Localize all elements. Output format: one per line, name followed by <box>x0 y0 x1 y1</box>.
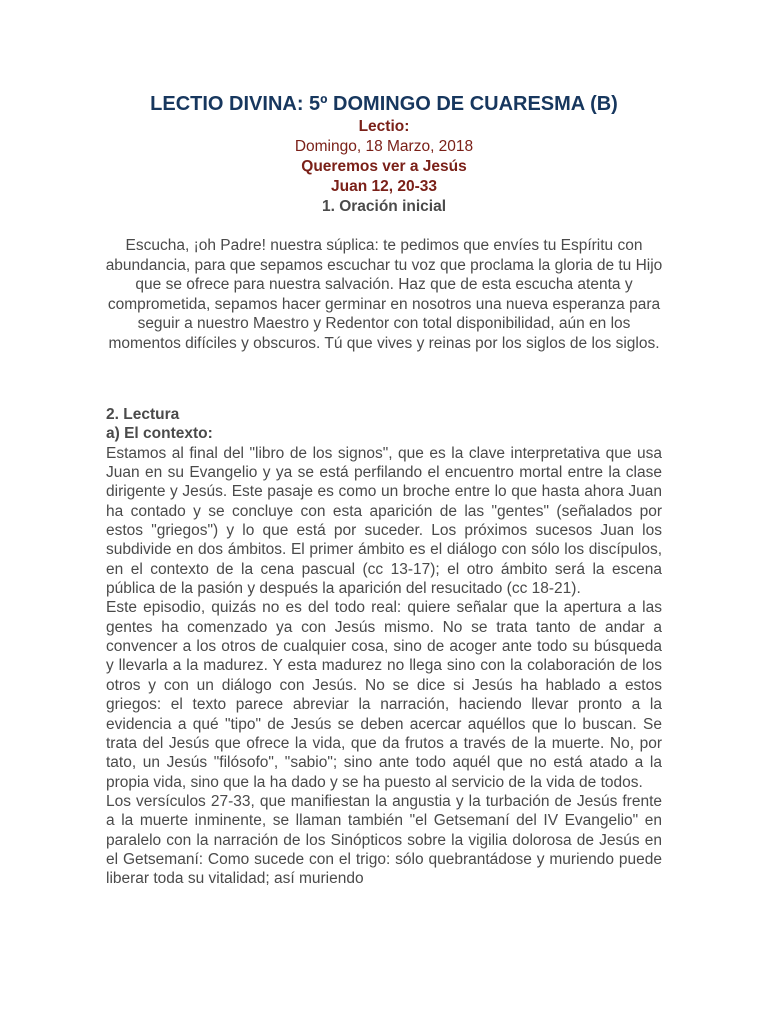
date-line: Domingo, 18 Marzo, 2018 <box>294 138 474 155</box>
document-header <box>0 92 768 217</box>
subsection-heading-contexto: a) El contexto: <box>106 425 213 443</box>
opening-prayer: Escucha, ¡oh Padre! nuestra súplica: te pedimos que envíes tu Espíritu con abundancia, para que sepamos escuchar tu voz que proclama la gloria de tu Hijo que se ofrece para nuestra salvación. Haz que de esta escucha atenta y comprometida, sepamos hacer germinar en nosotros una nueva esperanza para seguir a nuestro Maestro y Redentor con total disponibilidad, aún en los momentos difíciles y obscuros. Tú que vives y reinas por los siglos de los siglos. <box>105 237 663 352</box>
context-paragraph-2: Este episodio, quizás no es del todo real: quiere señalar que la apertura a las gentes ha comenzado ya con Jesús mismo. No se trata tanto de andar a convencer a los otros de cualquier cosa, sino de acoger ante todo su búsqueda y llevarla a la madurez. Y esta madurez no llega sino con la colaboración de los otros y con un diálogo con Jesús. No se dice si Jesús ha hablado a estos griegos: el texto parece abreviar la narración, haciendo llevar pronto a la evidencia a qué "tipo" de Jesús se deben acercar aquéllos que lo buscan. Se trata del Jesús que ofrece la vida, que da frutos a través de la muerte. No, por tato, un Jesús "filósofo", "sabio"; sino ante todo aquél que no está atado a la propia vida, sino que la ha dado y se ha puesto al servicio de la vida de todos. <box>106 599 662 791</box>
page-title: LECTIO DIVINA: 5º DOMINGO DE CUARESMA (B) <box>150 93 618 115</box>
section-heading-oracion: 1. Oración inicial <box>321 198 447 215</box>
lectio-label: Lectio: <box>358 118 410 135</box>
reading-section <box>106 405 662 889</box>
subtitle: Queremos ver a Jesús <box>301 158 467 175</box>
context-paragraph-1: Estamos al final del "libro de los signos", que es la clave interpretativa que usa Juan en su Evangelio y ya se está perfilando el encuentro mortal entre la clase dirigente y Jesús. Este pasaje es como un broche entre lo que hasta ahora Juan ha contado y se concluye con esta aparición de las "gentes" (señalados por estos "griegos") y lo que está por suceder. Los próximos sucesos Juan los subdivide en dos ámbitos. El primer ámbito es el diálogo con sólo los discípulos, en el contexto de la cena pascual (cc 13-17); el otro ámbito será la escena pública de la pasión y después la aparición del resucitado (cc 18-21). <box>106 444 662 598</box>
context-paragraph-3: Los versículos 27-33, que manifiestan la angustia y la turbación de Jesús frente a la muerte inminente, se llaman también "el Getsemaní del IV Evangelio" en paralelo con la narración de los Sinópticos sobre la vigilia dolorosa de Jesús en el Getsemaní: Como sucede con el trigo: sólo quebrantádose y muriendo puede liberar toda su vitalidad; así muriendo <box>106 792 662 888</box>
section-heading-lectura: 2. Lectura <box>106 406 180 423</box>
scripture-reference: Juan 12, 20-33 <box>331 178 437 195</box>
